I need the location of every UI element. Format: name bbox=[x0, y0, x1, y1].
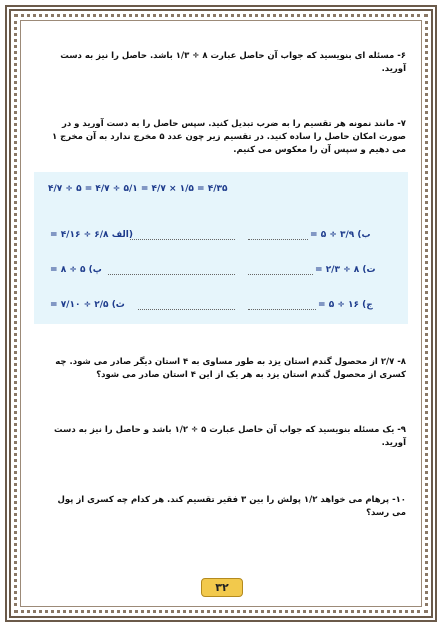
answer-line-se[interactable] bbox=[138, 309, 235, 310]
exercise-pe: پ) ۵ ÷ ۸ = bbox=[50, 265, 102, 275]
exercise-jim: ج) ۱۶ ÷ ۵ = bbox=[318, 300, 373, 310]
answer-line-be[interactable] bbox=[248, 239, 308, 240]
answer-line-jim[interactable] bbox=[248, 309, 316, 310]
page-number: ۳۲ bbox=[201, 578, 243, 597]
example-equation: ۴/۷ ÷ ۵ = ۴/۷ ÷ ۵/۱ = ۴/۷ × ۱/۵ = ۴/۳۵ bbox=[48, 184, 228, 194]
question-7: ۷- مانند نمونه هر تقسیم را به ضرب تبدیل کنید. سپس حاصل را به دست آورید و در صورت امکان حاصل را ساده کنید. در تقسیم زیر چون عدد ۵ مخرج ندارد به آن مخرج ۱ می دهیم و سپس آن را معکوس می کنیم. bbox=[51, 119, 406, 156]
answer-line-alef[interactable] bbox=[130, 239, 235, 240]
answer-line-pe[interactable] bbox=[108, 274, 235, 275]
exercise-be: ب) ۳/۹ ÷ ۵ = bbox=[310, 230, 371, 240]
exercise-alef: (الف ۶/۸ ÷ ۴/۱۶ = bbox=[50, 230, 133, 240]
question-6: ۶- مسئله ای بنویسید که جواب آن حاصل عبارت ۸ ÷ ۱/۳ باشد. حاصل را نیز به دست آورید. bbox=[60, 51, 406, 75]
question-10: ۱۰- پرهام می خواهد ۱/۲ پولش را بین ۳ فقیر تقسیم کند. هر کدام چه کسری از پول می رسد؟ bbox=[57, 495, 406, 519]
question-8: ۸- ۲/۷ از محصول گندم استان یزد به طور مساوی به ۴ استان دیگر صادر می شود. چه کسری از محصول گندم استان یزد به هر یک از این ۴ استان صادر می شود؟ bbox=[55, 357, 406, 381]
question-9: ۹- یک مسئله بنویسید که جواب آن حاصل عبارت ۵ ÷ ۱/۲ باشد و حاصل را نیز به دست آورید. bbox=[53, 425, 406, 449]
exercise-se: ث) ۲/۵ ÷ ۷/۱۰ = bbox=[50, 300, 125, 310]
exercise-te: ت) ۸ ÷ ۲/۳ = bbox=[315, 265, 376, 275]
answer-line-te[interactable] bbox=[248, 274, 313, 275]
